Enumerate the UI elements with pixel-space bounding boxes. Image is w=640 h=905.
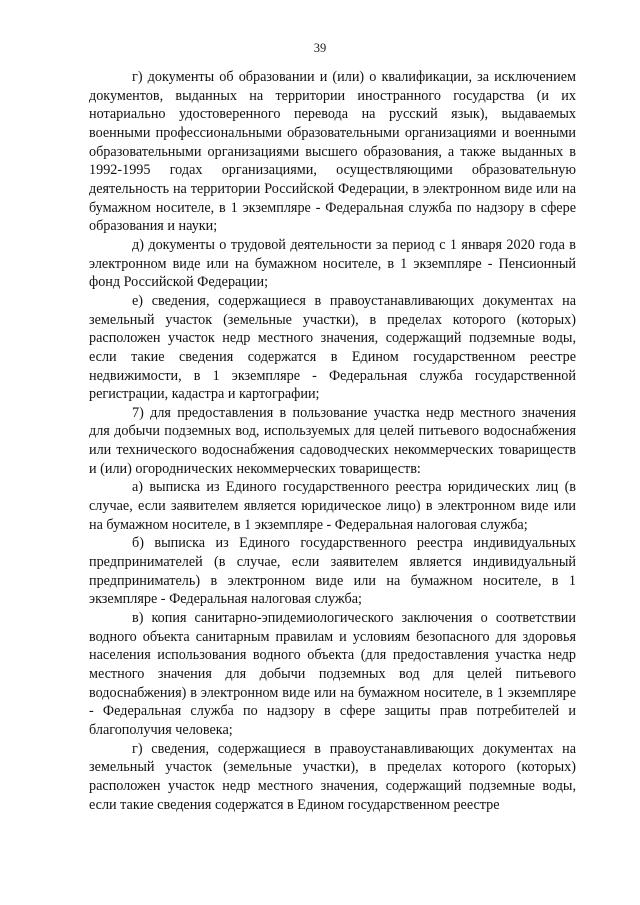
- paragraph-b-entrepreneurs-extract: б) выписка из Единого государственного реестра индивидуальных предпринимателей (в случае, если заявителем является индивидуальный предприниматель) в электронном виде или на бумажном носителе, в 1 экземпляре - Федеральная налоговая служба;: [89, 535, 576, 608]
- paragraph-g-land-title-info: г) сведения, содержащиеся в правоустанавливающих документах на земельный участок (земельные участки), в пределах которого (которых) расположен участок недр местного значения, содержащий подземные воды, если такие сведения содержатся в Едином государственном реестре: [89, 740, 576, 813]
- paragraph-g-education-documents: г) документы об образовании и (или) о квалификации, за исключением документов, выданных на территории иностранного государства (и их нотариально удостоверенного перевода на русский язык), выдаваемых военными профессиональными образовательными организациями и военными образовательными организациями высшего образования, а также выданных в 1992-1995 годах организациями, осуществляющими образовательную деятельность на территории Российской Федерации, в электронном виде или на бумажном носителе, в 1 экземпляре - Федеральная служба по надзору в сфере образования и науки;: [89, 69, 576, 235]
- paragraph-a-legal-entities-extract: а) выписка из Единого государственного реестра юридических лиц (в случае, если заявителем является юридическое лицо) в электронном виде или на бумажном носителе, в 1 экземпляре - Федеральная налоговая служба;: [89, 479, 576, 533]
- page-number: 39: [313, 41, 327, 55]
- paragraph-v-sanitary-conclusion: в) копия санитарно-эпидемиологического заключения о соответствии водного объекта санитарным правилам и условиям безопасного для здоровья населения использования водного объекта (для предоставления участка недр местного значения для добычи подземных вод для целей питьевого водоснабжения) в электронном виде или на бумажном носителе, в 1 экземпляре - Федеральная служба по надзору в сфере защиты прав потребителей и благополучия человека;: [89, 610, 576, 738]
- document-body: [89, 68, 576, 814]
- paragraph-d-labor-documents: д) документы о трудовой деятельности за период с 1 января 2020 года в электронном виде или на бумажном носителе, в 1 экземпляре - Пенсионный фонд Российской Федерации;: [89, 236, 576, 291]
- paragraph-7-water-supply-subsoil: 7) для предоставления в пользование участка недр местного значения для добычи подземных вод, используемых для целей питьевого водоснабжения или технического водоснабжения садоводческих некоммерческих товариществ и (или) огороднических некоммерческих товариществ:: [89, 404, 576, 477]
- paragraph-e-land-title-info: е) сведения, содержащиеся в правоустанавливающих документах на земельный участок (земельные участки), в пределах которого (которых) расположен участок недр местного значения, содержащий подземные воды, если такие сведения содержатся в Едином государственном реестре недвижимости, в 1 экземпляре - Федеральная служба государственной регистрации, кадастра и картографии;: [89, 292, 576, 403]
